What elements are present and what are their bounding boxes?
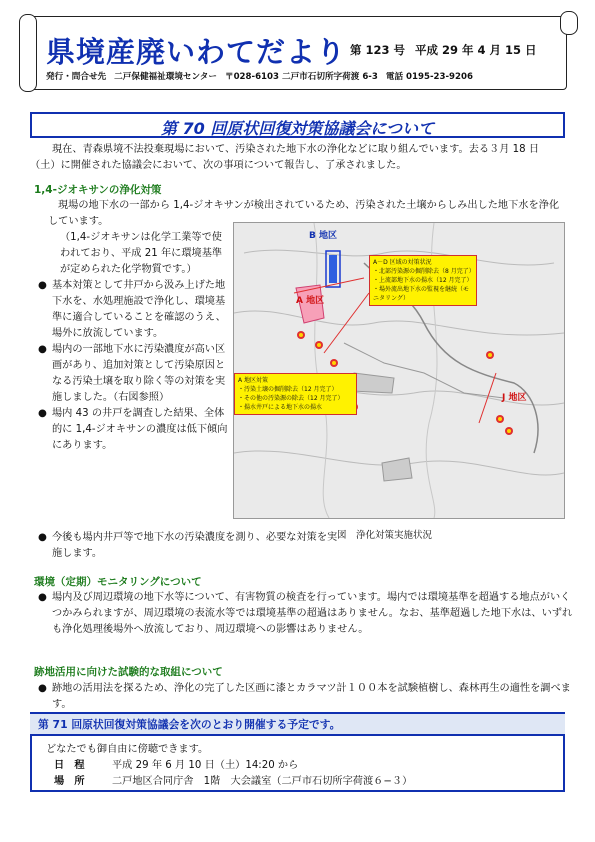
- meeting-date-label: 日 程: [54, 760, 85, 771]
- section-heading-dioxane: 1,4-ジオキサンの浄化対策: [34, 184, 162, 196]
- next-meeting-title: 第 71 回原状回復対策協議会を次のとおり開催する予定です。: [38, 718, 341, 731]
- meeting-date-value: 平成 29 年 6 月 10 日（土）14:20 から: [112, 760, 299, 771]
- list-item: ● 跡地の活用法を探るため、浄化の完了した区画に漆とカラマツ計１００本を試験植樹し、森林再生の適性を調べます。: [38, 683, 571, 710]
- meeting-place-value: 二戸地区合同庁舎 1階 大会議室（二戸市石切所字荷渡６−３）: [112, 776, 413, 787]
- list-item: ● 場内及び周辺環境の地下水等について、有害物質の検査を行っています。場内では環境基準を超過する地点がいくつかみられますが、周辺環境の表流水等では環境基準の超過はありません。なお、基準超過した地下水は、いずれも浄化処理後場外へ放流しており、周辺環境への影響はありません。: [38, 592, 573, 635]
- publisher-info: [46, 70, 481, 82]
- map-callout-left: A 地区対策 ・汚染土壌の掘削除去（12 月完了） ・その他の汚染源の除去（12 月完了） ・揚水井戸による地下水の揚水: [234, 373, 357, 415]
- phone-number: 0195-23-9206: [406, 72, 473, 82]
- list-item: ● 基本対策として井戸から汲み上げた地下水を、水処理施設で浄化し、環境基準に適合していることを確認のうえ、場外に放流しています。: [38, 280, 226, 339]
- publisher-label: 発行・問合せ先: [46, 72, 107, 82]
- article-title: 第 70 回原状回復対策協議会について: [160, 119, 435, 138]
- next-meeting-bar: [30, 712, 565, 736]
- map-label-b: B 地区: [309, 231, 337, 241]
- list-item: ● 場内 43 の井戸を調査した結果、全体的に 1,4-ジオキサンの濃度は低下傾向にあります。: [38, 408, 228, 451]
- meeting-place-label: 場 所: [54, 776, 85, 787]
- map-callout-right: A－D 区域の対策状況 ・北部汚染源の掘削除去（8 月完了） ・上流部地下水の揚水（12 月完了） ・場外流出地下水の監視を継続（モニタリング）: [369, 255, 477, 306]
- phone-label: 電話: [385, 72, 404, 82]
- newsletter-title: 県境産廃いわてだより: [46, 35, 347, 69]
- map-label-j: J 地区: [502, 393, 527, 403]
- intro-paragraph: 現在、青森県境不法投棄現場において、汚染された地下水の浄化などに取り組んでいます。去る３月 18 日（土）に開催された協議会において、次の事項について報告し、了承されました。: [30, 144, 540, 171]
- issue-info: [350, 42, 543, 58]
- list-item: ● 今後も場内井戸等で地下水の汚染濃度を測り、必要な対策を実施します。: [38, 532, 338, 559]
- next-meeting-note: どなたでも御自由に傍聴できます。: [46, 744, 209, 755]
- cleanup-map-figure: [233, 222, 565, 519]
- section-heading-site-use: 跡地活用に向けた試験的な取組について: [34, 666, 223, 678]
- issue-number: 第 123 号: [350, 43, 406, 57]
- map-label-a: A 地区: [296, 296, 325, 306]
- list-item: ● 場内の一部地下水に汚染濃度が高い区画があり、追加対策として汚染原因となる汚染土壌を取り除く等の対策を実施しました。（右図参照）: [38, 344, 226, 403]
- section1-lead: 現場の地下水の一部から 1,4-ジオキサンが検出されているため、汚染された土壌からしみ出した地下水を浄化しています。: [48, 200, 560, 227]
- publisher-name: 二戸保健福祉環境センター: [114, 72, 217, 82]
- map-caption: 図 浄化対策実施状況: [337, 530, 433, 541]
- publisher-address: 〒028-6103 二戸市石切所字荷渡 6-3: [224, 72, 378, 82]
- section1-note: （1,4-ジオキサンは化学工業等で使われており、平成 21 年に環境基準が定められた化学物質です。）: [60, 232, 223, 275]
- section1-left-column: [38, 230, 230, 454]
- section-heading-monitoring: 環境（定期）モニタリングについて: [34, 576, 202, 588]
- issue-date: 平成 29 年 4 月 15 日: [415, 43, 537, 57]
- article-title-bar: [30, 112, 565, 138]
